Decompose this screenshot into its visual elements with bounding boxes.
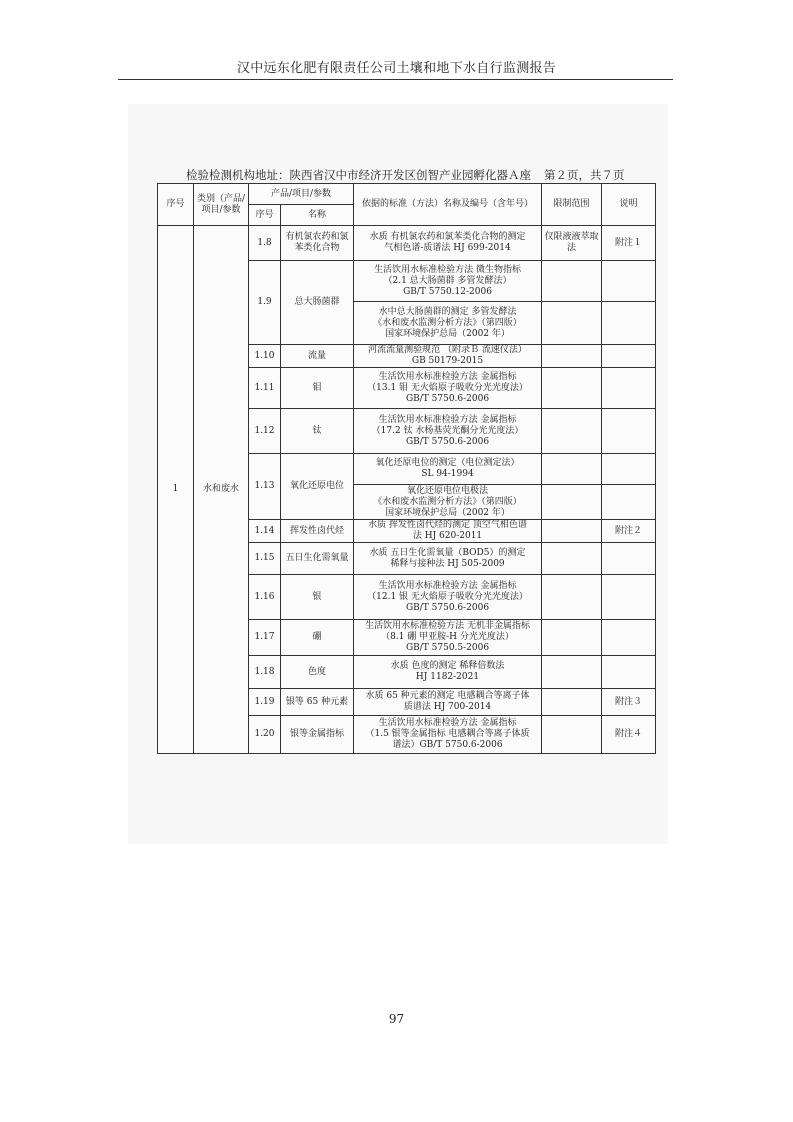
standard-cell: [354, 261, 542, 302]
standard-cell: [354, 716, 542, 754]
standard-cell: [354, 689, 542, 716]
standard-line: 生活饮用水标准检验方法 金属指标: [378, 414, 517, 425]
standard-line: 生活饮用水标准检验方法 微生物指标: [374, 264, 521, 275]
standard-line: 《水和废水监测分析方法》（第四版）: [373, 496, 522, 507]
standard-line: （2.1 总大肠菌群 多管发酵法）: [383, 275, 512, 286]
item-no-cell: 1.9: [249, 261, 281, 345]
standard-cell: [354, 485, 542, 520]
standard-cell: [354, 543, 542, 575]
standard-line: （1.5 银等金属指标 电感耦合等离子体质: [365, 729, 530, 739]
standard-line: 水质 65 种元素的测定 电感耦合等离子体: [365, 691, 530, 701]
limit-cell: [542, 575, 602, 620]
standard-line: （12.1 银 无火焰原子吸收分光光度法）: [367, 591, 528, 602]
item-no-cell: 1.15: [249, 543, 281, 575]
note-cell: 附注４: [602, 716, 656, 754]
limit-cell: [542, 368, 602, 409]
standard-line: GB/T 5750.5-2006: [405, 643, 490, 653]
item-name-cell: 银: [281, 575, 354, 620]
standard-line: 《水和废水监测分析方法》（第四版）: [373, 317, 522, 328]
item-no-cell: 1.17: [249, 620, 281, 656]
col-header-sub-seq: 序号: [249, 205, 281, 226]
standard-line: 法 HJ 620-2011: [412, 531, 483, 541]
header-divider: [118, 79, 673, 80]
note-cell: 附注１: [602, 226, 656, 261]
col-header-limit: 限制范围: [542, 184, 602, 226]
item-name-cell: 钛: [281, 409, 354, 454]
limit-cell: [542, 716, 602, 754]
item-no-cell: 1.16: [249, 575, 281, 620]
standard-line: 生活饮用水标准检验方法 金属指标: [378, 371, 517, 382]
item-no-cell: 1.11: [249, 368, 281, 409]
item-no-cell: 1.14: [249, 520, 281, 543]
limit-cell: [542, 485, 602, 520]
note-cell: [602, 261, 656, 302]
report-header-title: 汉中远东化肥有限责任公司土壤和地下水自行监测报告: [236, 61, 557, 76]
limit-cell: [542, 543, 602, 575]
limit-cell: [542, 520, 602, 543]
standard-cell: [354, 302, 542, 345]
note-cell: [602, 409, 656, 454]
item-no-cell: 1.12: [249, 409, 281, 454]
standard-line: SL 94-1994: [421, 469, 474, 479]
standard-line: HJ 1182-2021: [415, 672, 480, 682]
group-seq-cell: 1: [158, 226, 194, 754]
standard-line: 稀释与接种法 HJ 505-2009: [390, 558, 505, 569]
limit-cell: [542, 656, 602, 689]
standard-line: 谱法）GB/T 5750.6-2006: [392, 740, 503, 750]
standard-cell: [354, 368, 542, 409]
standard-line: 氧化还原电位的测定（电位测定法）: [375, 458, 520, 468]
limit-cell: [542, 409, 602, 454]
limit-cell: [542, 689, 602, 716]
standard-line: （17.2 钛 水杨基荧光酮分光光度法）: [371, 425, 524, 436]
standard-line: 生活饮用水标准检验方法 金属指标: [378, 718, 517, 728]
item-name-cell: 钼: [281, 368, 354, 409]
limit-cell: [542, 454, 602, 485]
col-header-category: 类别（产品/项目/参数: [194, 184, 249, 226]
standard-line: 气相色谱-质谱法 HJ 699-2014: [384, 243, 511, 253]
col-header-sub-name: 名称: [281, 205, 354, 226]
limit-cell: [542, 302, 602, 345]
standard-line: GB 50179-2015: [411, 356, 484, 366]
note-cell: [602, 543, 656, 575]
item-no-cell: 1.8: [249, 226, 281, 261]
standard-line: （13.1 钼 无火焰原子吸收分光光度法）: [367, 382, 528, 393]
standard-line: GB/T 5750.12-2006: [403, 286, 492, 297]
item-name-cell: 色度: [281, 656, 354, 689]
standard-cell: [354, 226, 542, 261]
item-name-cell: 银等 65 种元素: [281, 689, 354, 716]
note-cell: 附注３: [602, 689, 656, 716]
standard-line: 生活饮用水标准检验方法 金属指标: [378, 580, 517, 591]
item-name-cell: 有机氯农药和氯苯类化合物: [281, 226, 354, 261]
group-category-cell: 水和废水: [194, 226, 249, 754]
standard-cell: [354, 345, 542, 368]
lab-address-line: 检验检测机构地址：陕西省汉中市经济开发区创智产业园孵化器Ａ座: [186, 168, 531, 182]
standard-line: 水质 五日生化需氧量（BOD5）的测定: [369, 547, 526, 558]
standard-line: 水质 有机氯农药和氯苯类化合物的测定: [369, 232, 526, 242]
item-name-cell: 挥发性卤代烃: [281, 520, 354, 543]
table-row: [158, 226, 656, 261]
standard-line: 河流流量测验规范 （附录Ｂ 流速仪法）: [368, 345, 527, 355]
page-number: 97: [388, 1012, 405, 1026]
note-cell: [602, 575, 656, 620]
table-body: [158, 226, 656, 754]
item-no-cell: 1.20: [249, 716, 281, 754]
standard-line: 国家环境保护总局（2002 年）: [385, 328, 510, 339]
standard-cell: [354, 520, 542, 543]
item-name-cell: 五日生化需氧量: [281, 543, 354, 575]
item-no-cell: 1.13: [249, 454, 281, 520]
item-name-cell: 硼: [281, 620, 354, 656]
item-no-cell: 1.19: [249, 689, 281, 716]
standard-cell: [354, 575, 542, 620]
col-header-note: 说明: [602, 184, 656, 226]
note-cell: 附注２: [602, 520, 656, 543]
standard-cell: [354, 454, 542, 485]
standard-line: GB/T 5750.6-2006: [405, 436, 490, 447]
standard-line: （8.1 硼 甲亚胺-H 分光光度法）: [381, 632, 514, 642]
note-cell: [602, 620, 656, 656]
standard-cell: [354, 620, 542, 656]
note-cell: [602, 656, 656, 689]
accreditation-table: [157, 183, 656, 754]
standard-line: 质谱法 HJ 700-2014: [403, 702, 492, 712]
standard-line: 生活饮用水标准检验方法 无机非金属指标: [365, 621, 530, 631]
limit-cell: [542, 620, 602, 656]
limit-cell: 仅限液液萃取法: [542, 226, 602, 261]
standard-line: 氧化还原电位电极法: [407, 485, 489, 496]
standard-line: 水质 色度的测定 稀释倍数法: [390, 661, 505, 671]
item-name-cell: 氧化还原电位: [281, 454, 354, 520]
page-count: 第２页，共７页: [544, 168, 625, 182]
item-no-cell: 1.18: [249, 656, 281, 689]
col-header-standard: 依据的标准（方法）名称及编号（含年号）: [354, 184, 542, 226]
note-cell: [602, 454, 656, 485]
note-cell: [602, 345, 656, 368]
accreditation-table-wrapper: [157, 183, 655, 754]
standard-line: 水质 挥发性卤代烃的测定 顶空气相色谱: [368, 520, 527, 530]
col-header-group: 产品/项目/参数: [249, 184, 354, 205]
item-name-cell: 银等金属指标: [281, 716, 354, 754]
standard-line: 水中总大肠菌群的测定 多管发酵法: [378, 306, 517, 317]
standard-line: GB/T 5750.6-2006: [405, 602, 490, 613]
standard-cell: [354, 656, 542, 689]
note-cell: [602, 485, 656, 520]
item-no-cell: 1.10: [249, 345, 281, 368]
note-cell: [602, 368, 656, 409]
standard-line: 国家环境保护总局（2002 年）: [385, 507, 510, 518]
item-name-cell: 流量: [281, 345, 354, 368]
standard-cell: [354, 409, 542, 454]
col-header-seq: 序号: [158, 184, 194, 226]
limit-cell: [542, 345, 602, 368]
limit-cell: [542, 261, 602, 302]
standard-line: GB/T 5750.6-2006: [405, 393, 490, 404]
item-name-cell: 总大肠菌群: [281, 261, 354, 345]
note-cell: [602, 302, 656, 345]
